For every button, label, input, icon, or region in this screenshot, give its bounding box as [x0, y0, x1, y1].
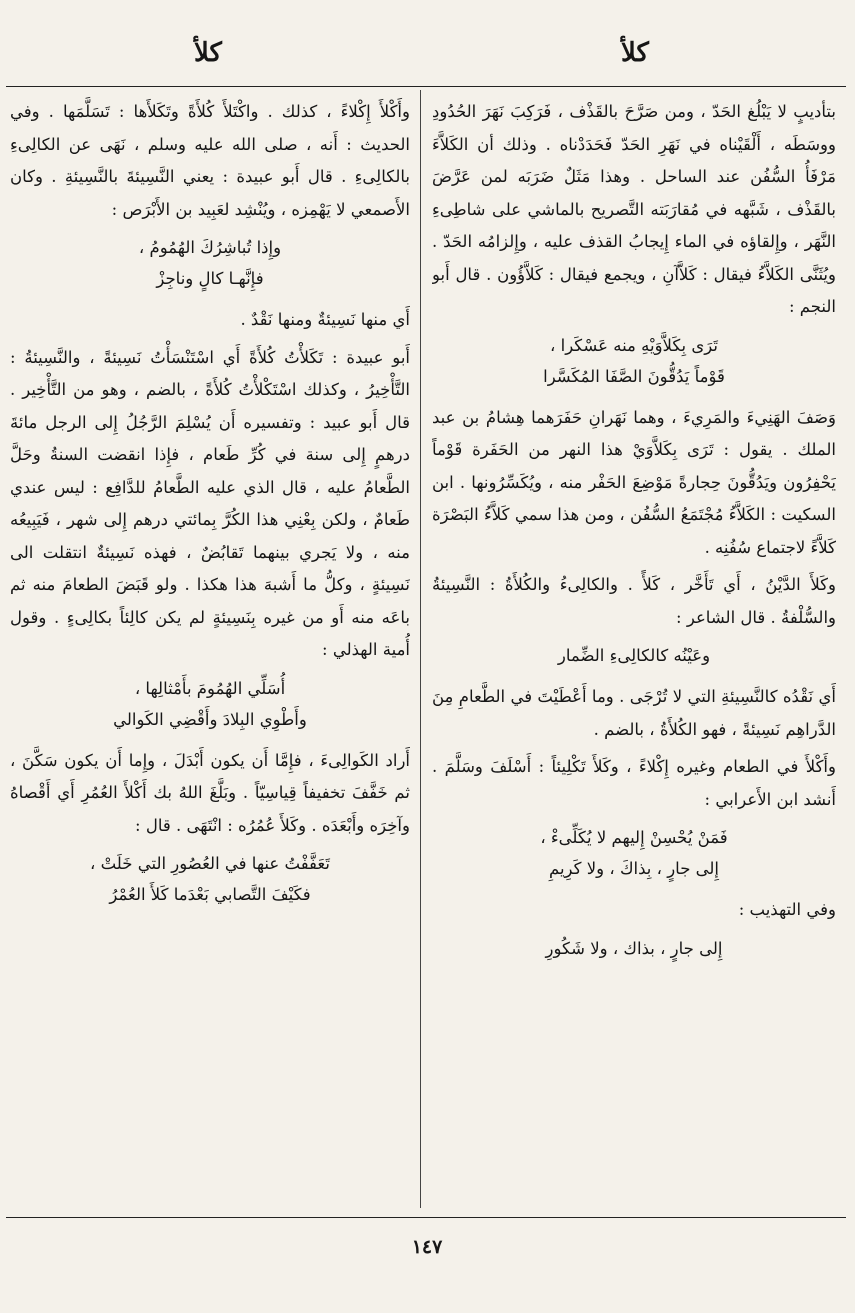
- verse-line: فكَيْفَ التَّصابي بَعْدَما كَلأَ العُمْرُ: [109, 885, 311, 904]
- verse-block: [432, 640, 836, 671]
- verse-block: [432, 330, 836, 392]
- paragraph: وكَلأَ الدَّيْنُ ، أَي تَأَخَّر ، كَلأً . والكالِىءُ والكُلأَةُ : النَّسِيئةُ والسُّلْفةُ . قال الشاعر :: [432, 575, 836, 627]
- paragraph: وأَكْلأَ إِكْلاءً ، كذلك . واكْتَلأَ كُلأَةً وتَكَلأَها : تَسَلَّمَها . وفي الحديث : أَنه ، صلى الله عليه وسلم ، نَهَى عن الكالِىءِ بالكالِىءِ . قال أَبو عبيدة : يعني النَّسِيئةَ بالنَّسِيئةِ . وكان الأَصمعي لا يَهْمِزه ، ويُنْشِد لعَبِيد بن الأَبْرَص :: [10, 102, 410, 219]
- verse-line: إِلى جارٍ ، بِذاكَ ، ولا كَرِيمِ: [548, 859, 720, 878]
- paragraph: أَبو عبيدة : تَكَلأْتُ كُلأَةً أَي اسْتَنْسَأْتُ نَسِيئةً ، والنَّسِيئةُ : التَّأْخِيرُ ، وكذلك اسْتَكْلأْتُ كُلأَةً ، بالضم ، وهو من التَّأْخِير . قال أَبو عبيد : وتفسيره أَن يُسْلِمَ الرَّجُلُ إِلى الرجل مائةَ درهمٍ إِلى سنة في كُرِّ طَعام ، فإِذا انقضت السنةُ وحَلَّ الطَّعامُ عليه ، قال الذي عليه الطَّعامُ للدَّافِع : ليس عندي طَعامٌ ، ولكن بِعْنِي هذا الكُرَّ بِمائتي درهم إِلى شهر ، فَيَبِيعُه منه ، ولا يَجري بينهما تَقابُضٌ ، فهذه نَسِيئةٌ انتقلت الى نَسِيئةٍ ، وكلُّ ما أَشبهَ هذا هكذا . ولو قَبَضَ الطعامَ منه ثم باعَه منه أَو من غيره بِنَسِيئةٍ لم يكن كالِئاً بكالِىءٍ . وقول أُمية الهذلي :: [10, 347, 410, 659]
- verse-line: قَوْماً يَدُقُّونَ الصَّفَا المُكَسَّرا: [543, 366, 725, 386]
- paragraph: وأَكْلأَ في الطعام وغيره إِكْلاءً ، وكَلأَ تَكْلِيئاً : أَسْلَفَ وسَلَّمَ . أَنشد ابن الأَعرابي :: [432, 757, 836, 809]
- verse-block: [432, 933, 836, 964]
- verse-line: تَعَفَّفْتُ عنها في العُصُورِ التي خَلَتْ ،: [90, 854, 330, 873]
- column-divider: [420, 90, 421, 1208]
- verse-block: [10, 673, 410, 735]
- paragraph: أَي منها نَسِيئةٌ ومنها نَقْدٌ .: [240, 310, 410, 329]
- verse-line: أُسَلِّي الهُمُومَ بأَمْثالِها ،: [134, 678, 286, 698]
- paragraph: وفي التهذيب :: [738, 900, 836, 919]
- verse-line: وإِذا تُباشِرُكَ الهُمُومُ ،: [138, 238, 282, 257]
- footer-rule: [6, 1217, 846, 1218]
- paragraph: أَي نَقْدُه كالنَّسِيئةِ التي لا تُرْجَى . وما أَعْطَيْتَ في الطَّعامِ مِنَ الدَّراهِم نَسِيئةً ، فهو الكُلأَةُ ، بالضم .: [432, 687, 836, 739]
- header-word-right: كلأ: [621, 38, 649, 68]
- right-column: [432, 96, 836, 1208]
- page-number: ١٤٧: [411, 1236, 443, 1258]
- verse-line: وأَطْوِي البِلادَ وأَقْضِي الكَوالي: [113, 709, 307, 729]
- header-word-left: كلأ: [194, 38, 222, 68]
- paragraph: أَراد الكَوالِىءَ ، فإِمَّا أَن يكون أَبْدَلَ ، وإِما أَن يكون سَكَّنَ ، ثم خَفَّفَ تخفيفاً قِياسِيّاً . وبَلَّغَ اللهُ بك أَكْلأَ العُمُرِ أَي أَقْصاهُ وآخِرَه وأَبْعَدَه . وكَلأَ عُمُرُه : انْتَهَى . قال :: [10, 750, 410, 835]
- verse-line: وعَيْنُه كالكالِىءِ الضِّمار: [557, 646, 711, 665]
- verse-line: تَرَى بِكَلاَّوَيْهِ منه عَسْكَرا ،: [550, 335, 718, 355]
- verse-line: إِلى جارٍ ، بذاك ، ولا شَكُورِ: [545, 938, 723, 958]
- header-rule: [6, 86, 846, 87]
- verse-block: [10, 232, 410, 294]
- left-column: [10, 96, 410, 1208]
- verse-line: فإِنَّهـا كالٍ وناجِزْ: [156, 269, 264, 288]
- verse-line: فَمَنْ يُحْسِنْ إِليهم لا يُكَلِّىءْ ،: [540, 828, 728, 847]
- paragraph: وَصَفَ الهَنِيءَ والمَرِيءَ ، وهما نَهَرانِ حَفَرَهما هِشامُ بن عبد الملك . يقول : تَرَى بِكَلاَّوَيْ هذا النهر من الحَفَرة قَوْماً يَحْفِرُون ويَدُقُّونَ حِجارةً مَوْضِعَ الحَفْر منه ، ويُكَسِّرُونها . ابن السكيت : الكَلاَّءُ مُجْتَمَعُ السُّفُن ، ومن هذا سمي كَلاَّءُ البَصْرَة كَلاَّءً لاجتماع سُفُنِه .: [432, 407, 836, 557]
- verse-block: [432, 822, 836, 884]
- paragraph: بتأديبٍ لا يَبْلُغ الحَدّ ، ومن صَرَّحَ بالقَذْف ، فَرَكِبَ نَهَرَ الحُدُودِ ووسَطَه ، أَلْقَيْناه في نَهَرِ الحَدّ فَحَدَدْناه . وذلك أن الكَلاَّءَ مَرْفَأُ السُّفُن عند الساحل . وهذا مَثَلٌ ضَرَبَه لمن عَرَّضَ بالقَذْف ، شَبَّهه في مُقارَبَته التَّصريح بالماشي على شاطِىءِ النَّهَر ، وإِلقاؤه في الماء إِيجابُ القذف عليه ، وإِلزامُه الحَدّ . ويُثَنَّى الكَلاَّءُ فيقال : كَلاَّآنِ ، ويجمع فيقال : كَلاَّؤُون . قال أَبو النجم :: [432, 102, 836, 316]
- verse-block: [10, 848, 410, 910]
